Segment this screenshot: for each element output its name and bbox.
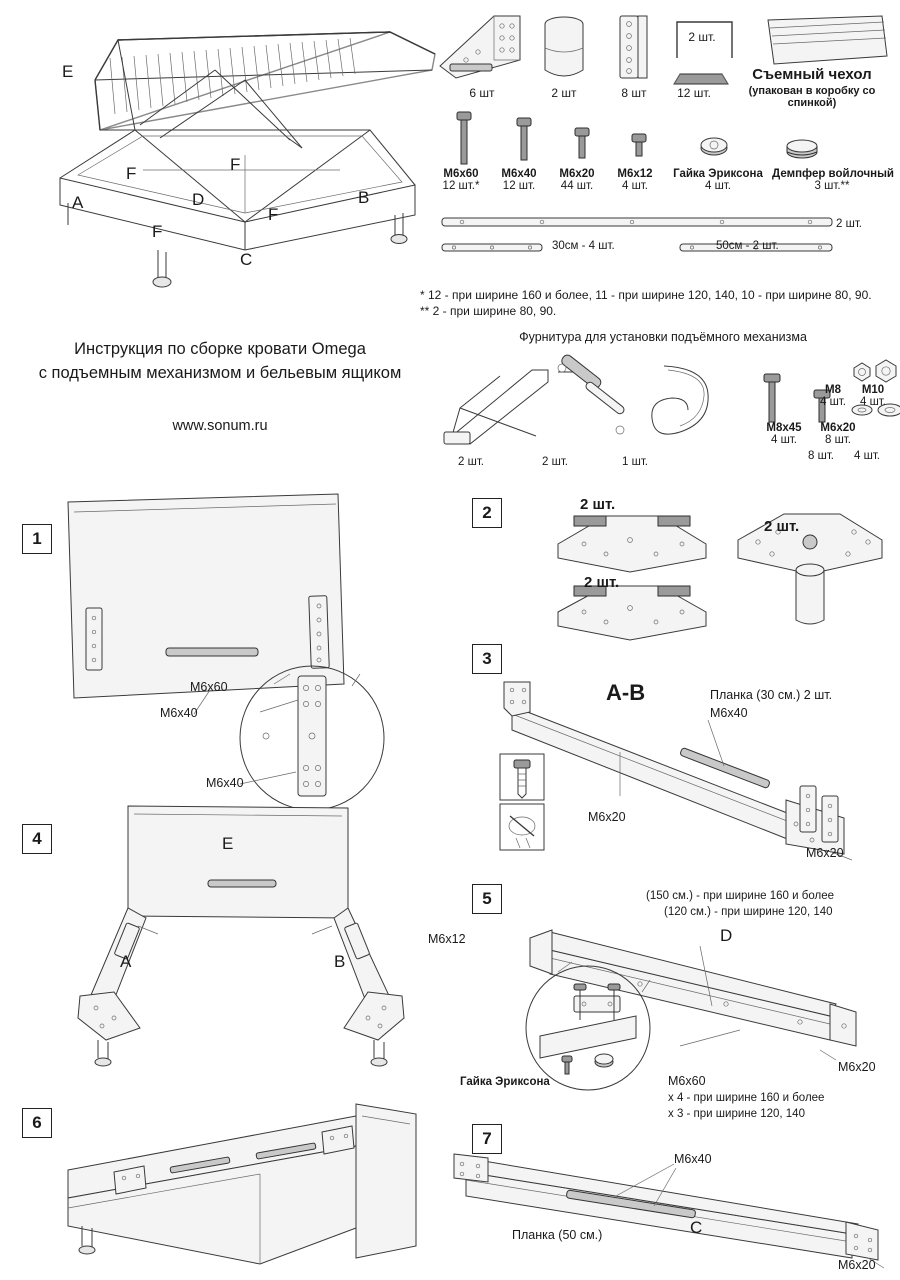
leg-qty: 2 шт [551,86,577,100]
step5-label-m6x60: M6x60 [668,1074,706,1088]
cover-title: Съемный чехол [752,66,872,83]
step-5-number: 5 [472,884,502,914]
rail-qty-2: 50см - 2 шт. [716,240,779,252]
step1-label-m6x60: M6x60 [190,680,228,694]
rail-qty-0: 2 шт. [836,218,863,230]
plate-qty: 8 шт [621,86,647,100]
step4-letter-A: A [120,952,132,971]
overview-letter-B: B [358,188,370,207]
fastener-qty-5: 3 шт.** [814,180,850,192]
ubracket-qty: 2 шт. [688,30,716,44]
step-1-illustration [60,488,420,818]
step1-label-m6x40-1: M6x40 [160,706,198,720]
step5-qty-1: х 4 - при ширине 160 и более [668,1092,825,1104]
step7-label-m6x40: M6x40 [674,1152,712,1166]
step3-label-m6x20-2: M6x20 [806,846,844,860]
step7-plank-label: Планка (50 см.) [512,1228,603,1242]
step2-qty-top: 2 шт. [580,496,616,513]
fastener-name-5: Демпфер войлочный [772,168,894,180]
step5-letter-D: D [720,926,733,945]
step7-letter-C: C [690,1218,703,1237]
gas-spring-qty: 2 шт. [542,456,569,468]
step-7-number: 7 [472,1124,502,1154]
lift-nut-qty-0: 4 шт. [819,396,846,408]
step-6-illustration [60,1096,420,1276]
lift-nut-qty-1: 4 шт. [859,396,886,408]
step2-qty-mid: 2 шт. [584,574,620,591]
fastener-qty-1: 12 шт. [502,180,536,192]
fastener-name-2: M6x20 [559,168,595,180]
cap-qty: 12 шт. [677,86,711,100]
lift-bolt-1 [806,422,870,446]
title-line-1: Инструкция по сборке кровати Omega [74,340,366,358]
step3-label-m6x40: M6x40 [710,706,748,720]
lift-washer-qty-0: 8 шт. [808,450,835,462]
fastener-name-3: M6x12 [617,168,653,180]
fastener-name-1: M6x40 [501,168,537,180]
step3-plank-label: Планка (30 см.) 2 шт. [710,688,833,702]
overview-letter-F-1: F [126,164,137,183]
step5-label-m6x20: M6x20 [838,1060,876,1074]
overview-letter-F-3: F [152,222,163,241]
cover-label-group [724,66,900,109]
overview-letter-E: E [62,62,74,81]
fastener-qty-0: 12 шт.* [442,180,480,192]
lift-arm-qty: 2 шт. [458,456,485,468]
lift-bolt-qty-1: 8 шт. [824,434,851,446]
rails-illustrations [432,212,892,260]
step3-label-m6x20-1: M6x20 [588,810,626,824]
lift-nut-1 [852,384,894,408]
title-line-2: с подъемным механизмом и бельевым ящиком [38,363,402,382]
overview-letter-F-2: F [230,155,241,174]
footnote-1: * 12 - при ширине 160 и более, 11 - при ширине 120, 140, 10 - при ширине 80, 90. [420,288,872,302]
strap-qty: 1 шт. [622,456,649,468]
step5-label-m6x12: M6x12 [428,932,466,946]
overview-letter-A: A [72,193,84,212]
fastener-qty-3: 4 шт. [621,180,648,192]
footnote-2: ** 2 - при ширине 80, 90. [420,304,557,318]
rail-qty-1: 30см - 4 шт. [552,240,615,252]
step2-qty-right: 2 шт. [764,518,800,535]
step5-note-2: (120 см.) - при ширине 120, 140 [664,906,833,918]
step-7-illustration [448,1148,888,1278]
lift-nut-name-0: M8 [825,384,841,396]
overview-letter-F-4: F [268,205,279,224]
fastener-qty-2: 44 шт. [560,180,594,192]
lift-bolt-name-0: M8x45 [766,422,802,434]
cover-note: (упакован в коробку со спинкой) [748,85,876,109]
step-3-number: 3 [472,644,502,674]
lift-washer-qty-1: 4 шт. [854,450,881,462]
fastener-labels [432,168,894,192]
step-2-illustration [510,492,890,642]
overview-letter-D: D [192,190,205,209]
lift-kit-heading: Фурнитура для установки подъёмного механизма [519,330,807,344]
overview-letter-C: C [240,250,253,269]
fastener-name-4: Гайка Эриксона [673,168,763,180]
lift-bolt-qty-0: 4 шт. [770,434,797,446]
fasteners-illustrations [432,108,892,166]
fastener-qty-4: 4 шт. [704,180,731,192]
step-4-number: 4 [22,824,52,854]
step-2-number: 2 [472,498,502,528]
step-6-number: 6 [22,1108,52,1138]
step4-letter-E: E [222,834,234,853]
step-4-illustration [62,796,422,1076]
step1-label-m6x40-2: M6x40 [206,776,244,790]
step-3-icons [498,752,546,852]
step5-erickson-nut-label: Гайка Эриксона [460,1076,550,1088]
page-title [0,338,440,386]
website-url: www.sonum.ru [172,418,268,434]
step5-note-1: (150 см.) - при ширине 160 и более [646,890,834,902]
step3-title: A-B [606,680,646,705]
step-5-illustration [500,910,890,1100]
step4-letter-B: B [334,952,346,971]
lift-nut-name-1: M10 [861,384,885,396]
lift-nut-0 [812,384,854,408]
bracket-qty: 6 шт [469,86,495,100]
fastener-name-0: M6x60 [443,168,479,180]
step5-qty-2: х 3 - при ширине 120, 140 [668,1108,805,1120]
step-1-number: 1 [22,524,52,554]
lift-bolt-name-1: M6x20 [820,422,856,434]
step7-label-m6x20: M6x20 [838,1258,876,1272]
